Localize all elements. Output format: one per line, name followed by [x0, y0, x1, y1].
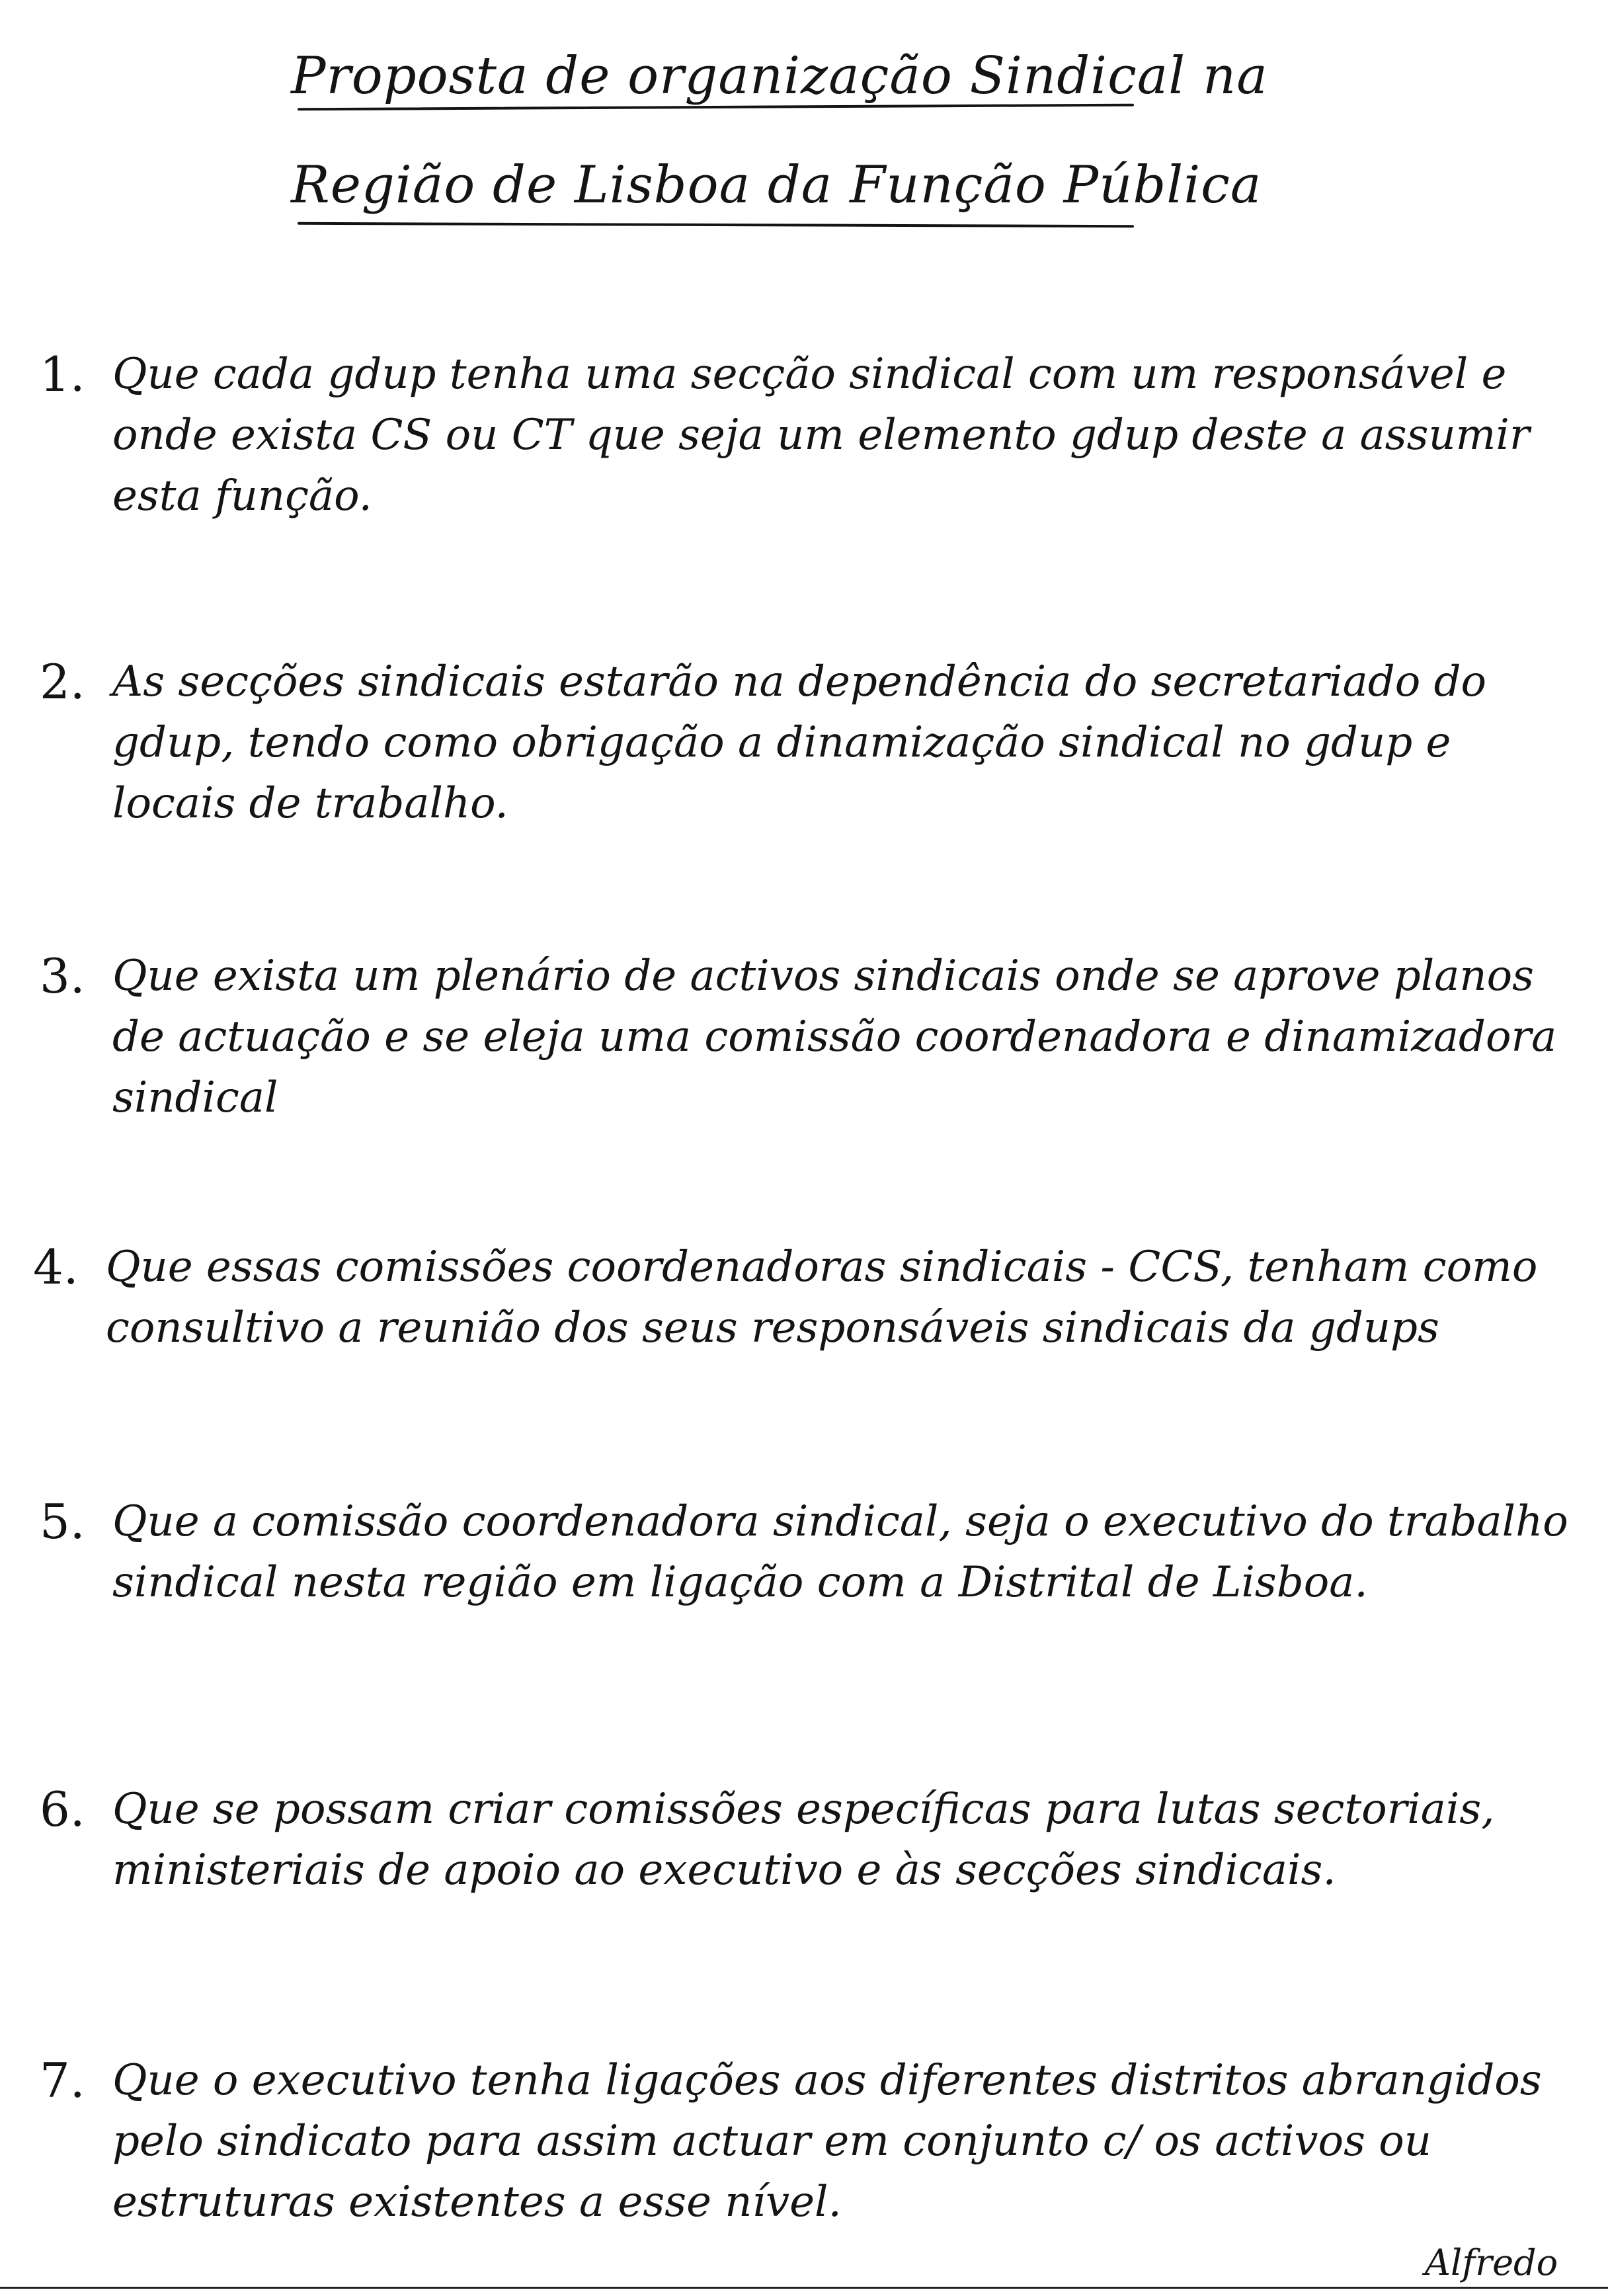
item-number: 2. — [40, 654, 85, 710]
document-title-line-1: Proposta de organização Sindical na — [291, 46, 1268, 106]
item-text: Que o executivo tenha ligações aos diferentes distritos abrangidos pelo sindicato para assim actuar em conjunto c/ os activos ou estruturas existentes a esse nível. — [112, 2056, 1542, 2227]
proposal-item-7 — [40, 2050, 1574, 2233]
item-number: 7. — [40, 2053, 85, 2108]
item-text: As secções sindicais estarão na dependência do secretariado do gdup, tendo como obrigação a dinamização sindical no gdup e locais de trabalho. — [112, 657, 1487, 828]
item-number: 4. — [33, 1239, 79, 1295]
item-text: Que cada gdup tenha uma secção sindical com um responsável e onde exista CS ou CT que seja um elemento gdup deste a assumir esta função. — [112, 350, 1530, 520]
page-bottom-edge — [0, 2287, 1608, 2289]
item-text: Que a comissão coordenadora sindical, seja o executivo do trabalho sindical nesta região em ligação com a Distrital de Lisboa. — [112, 1497, 1568, 1607]
title-underline-2 — [298, 222, 1134, 227]
proposal-item-2 — [40, 651, 1574, 834]
item-number: 5. — [40, 1494, 85, 1549]
item-number: 1. — [40, 347, 85, 402]
item-text: Que exista um plenário de activos sindicais onde se aprove planos de actuação e se eleja uma comissão coordenadora e dinamizadora sindical — [112, 952, 1557, 1122]
proposal-item-6 — [40, 1779, 1574, 1901]
document-title-line-2: Região de Lisboa da Função Pública — [291, 155, 1262, 215]
proposal-item-4 — [33, 1237, 1567, 1358]
signature: Alfredo — [1425, 2242, 1558, 2283]
proposal-item-1 — [40, 344, 1574, 526]
proposal-item-3 — [40, 946, 1574, 1128]
item-number: 3. — [40, 948, 85, 1004]
proposal-item-5 — [40, 1491, 1574, 1613]
item-number: 6. — [40, 1782, 85, 1837]
item-text: Que essas comissões coordenadoras sindicais - CCS, tenham como consultivo a reunião dos seus responsáveis sindicais da gdups — [106, 1243, 1538, 1352]
item-text: Que se possam criar comissões específicas para lutas sectoriais, ministeriais de apoio ao executivo e às secções sindicais. — [112, 1785, 1495, 1895]
